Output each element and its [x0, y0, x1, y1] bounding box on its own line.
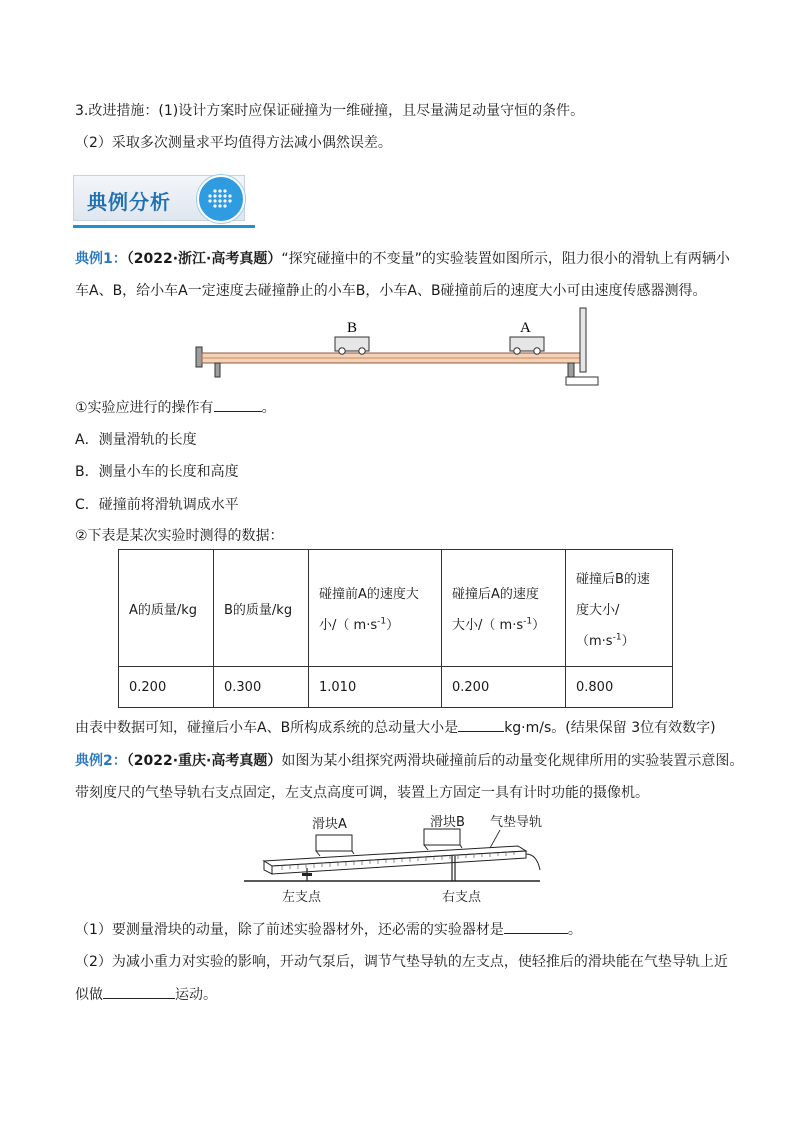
example2-text-1: 如图为某小组探究两滑块碰撞前后的动量变化规律所用的实验装置示意图。: [281, 753, 744, 769]
header-text: 碰撞后A的速度: [452, 587, 539, 602]
option-c: C．碰撞前将滑轨调成水平: [75, 497, 239, 513]
example1-line-1: [75, 249, 730, 269]
header-text: [319, 614, 431, 633]
slider-a-label: 滑块A: [312, 817, 347, 832]
table-cell: 1.010: [309, 667, 442, 708]
header-text: 碰撞前A的速度大: [319, 587, 419, 602]
table-header-cell: [309, 550, 442, 667]
example1-source: （2022·浙江·高考真题）: [126, 251, 282, 267]
q1-text: ①实验应进行的操作有: [75, 400, 214, 416]
example1-conclusion: [75, 717, 716, 738]
table-cell: 0.800: [566, 667, 673, 708]
air-track-figure: [242, 808, 552, 908]
example2-source: （2022·重庆·高考真题）: [126, 753, 282, 769]
q1-answer-blank[interactable]: [214, 397, 262, 412]
q1-end: 。: [567, 922, 582, 938]
track-figure: [190, 305, 610, 395]
cart-b-label: B: [347, 320, 358, 336]
q1-text: （1）要测量滑块的动量，除了前述实验器材外，还必需的实验器材是: [75, 922, 504, 938]
header-text: 大小/（: [452, 618, 496, 633]
example1-label: 典例1：: [75, 251, 127, 267]
unit-close: ）: [621, 633, 635, 649]
track-left-leg: [215, 363, 220, 377]
unit-exp: -1: [377, 616, 387, 627]
table-cell: 0.200: [442, 667, 566, 708]
dotted-circle-icon: [197, 175, 245, 223]
header-text: [576, 630, 662, 649]
badge-underline: [73, 225, 255, 228]
intro-line-1: 3.改进措施：(1)设计方案时应保证碰撞为一维碰撞，且尽量满足动量守恒的条件。: [75, 103, 585, 119]
q2-text-b: 似做: [75, 987, 103, 1003]
example2-q2-answer-blank[interactable]: [103, 984, 175, 999]
header-text: 碰撞后B的速: [576, 571, 650, 587]
table-row: [119, 667, 673, 708]
option-a: A．测量滑轨的长度: [75, 432, 197, 448]
conclusion-answer-blank[interactable]: [458, 717, 504, 732]
example2-q2-line-1: （2）为减小重力对实验的影响，开动气泵后，调节气垫导轨的左支点，使轻推后的滑块能在气垫导轨上近: [75, 954, 728, 970]
conclusion-text-a: 由表中数据可知，碰撞后小车A、B所构成系统的总动量大小是: [75, 720, 459, 736]
section-heading: 典例分析: [87, 190, 171, 214]
data-table: [118, 549, 673, 708]
air-hose: [526, 854, 540, 870]
table-header-row: [119, 550, 673, 667]
example2-q2-line-2: [75, 984, 217, 1005]
table-header-cell: B的质量/kg: [214, 550, 309, 667]
example2-line-1: [75, 751, 743, 771]
slider-b: [424, 829, 460, 845]
table-cell: 0.300: [214, 667, 309, 708]
header-text: [452, 614, 555, 633]
table-cell: 0.200: [119, 667, 214, 708]
example2-q1: [75, 919, 582, 940]
right-support-label: 右支点: [442, 890, 482, 905]
cart-a-label: A: [520, 320, 531, 336]
q2-text-c: 运动。: [175, 987, 217, 1003]
track-left-stop: [196, 347, 202, 367]
unit-open: （: [576, 633, 590, 649]
table-header-cell: A的质量/kg: [119, 550, 214, 667]
left-support-label: 左支点: [282, 890, 322, 905]
example2-line-2: 带刻度尺的气垫导轨右支点固定，左支点高度可调，装置上方固定一具有计时功能的摄像机。: [75, 785, 649, 801]
option-b: B．测量小车的长度和高度: [75, 464, 239, 480]
header-text: 小/（: [319, 618, 350, 633]
example2-label: 典例2：: [75, 753, 127, 769]
unit-text: m·s: [353, 618, 378, 633]
example1-q1: [75, 397, 276, 418]
unit-text: m·s: [499, 618, 524, 633]
slider-b-label: 滑块B: [430, 815, 465, 830]
unit-close: ）: [386, 618, 400, 633]
unit-exp: -1: [612, 632, 622, 643]
section-heading-badge: [73, 171, 255, 229]
example1-q2: ②下表是某次实验时测得的数据：: [75, 528, 284, 544]
track-right-base: [566, 377, 598, 385]
unit-close: ）: [532, 618, 546, 633]
dot-grid-icon: [199, 177, 243, 221]
table-header-cell: [566, 550, 673, 667]
intro-line-2: （2）采取多次测量求平均值得方法减小偶然误差。: [75, 135, 392, 151]
conclusion-text-b: kg·m/s。(结果保留 3位有效数字): [504, 720, 716, 736]
track-right-post: [580, 308, 586, 372]
header-text: 度大小/: [576, 602, 620, 618]
example2-q1-answer-blank[interactable]: [504, 919, 568, 934]
unit-exp: -1: [523, 616, 533, 627]
table-header-cell: [442, 550, 566, 667]
example1-text-1: “探究碰撞中的不变量”的实验装置如图所示，阻力很小的滑轨上有两辆小: [281, 251, 730, 267]
slider-a: [316, 835, 352, 851]
rail-label: 气垫导轨: [490, 815, 543, 830]
q1-end: 。: [261, 400, 276, 416]
example1-line-2: 车A、B，给小车A一定速度去碰撞静止的小车B，小车A、B碰撞前后的速度大小可由速度传感器测得。: [75, 283, 707, 299]
unit-text: m·s: [589, 633, 613, 649]
